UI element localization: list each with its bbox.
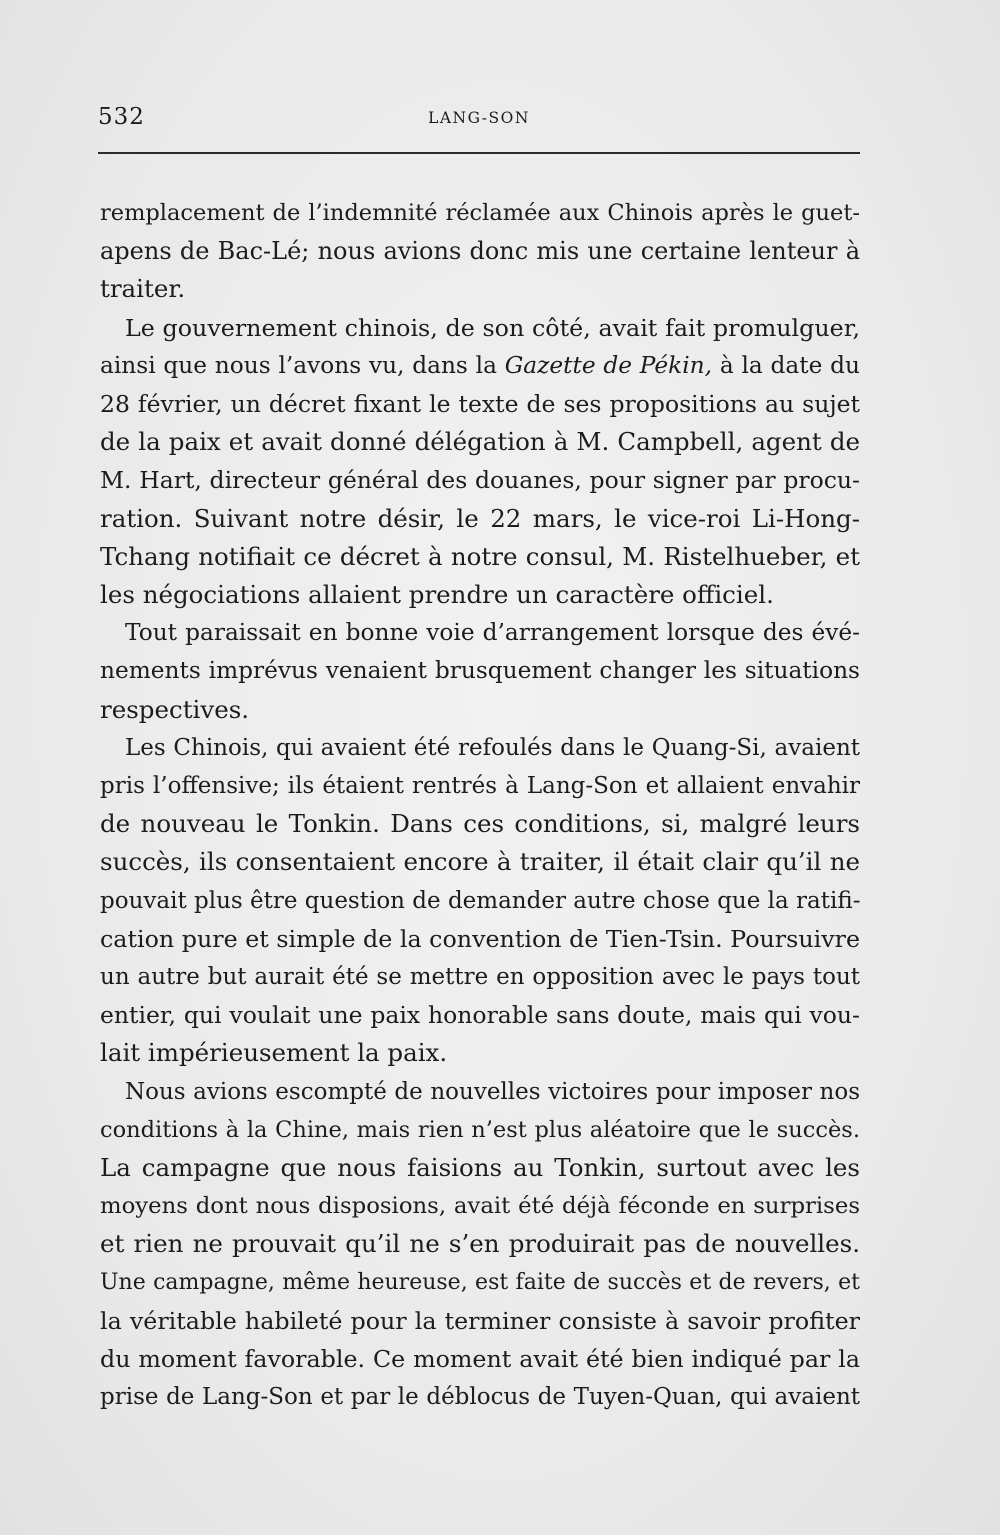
text-line: Le gouvernement chinois, de son côté, avait fait promulguer, — [125, 313, 860, 342]
text-line: ration. Suivant notre désir, le 22 mars, le vice-roi Li-Hong- — [100, 503, 860, 533]
text-line: conditions à la Chine, mais rien n’est plus aléatoire que le succès. — [100, 1116, 860, 1143]
text-line: de la paix et avait donné délégation à M. Campbell, agent de — [100, 427, 860, 457]
text-line: entier, qui voulait une paix honorable sans doute, mais qui vou- — [100, 1001, 860, 1030]
text-line: lait impérieusement la paix. — [100, 1038, 448, 1068]
text-line: un autre but aurait été se mettre en opposition avec le pays tout — [100, 964, 860, 991]
text-line: respectives. — [100, 694, 250, 724]
text-line: Les Chinois, qui avaient été refoulés dans le Quang-Si, avaient — [125, 734, 860, 761]
header-rule — [98, 152, 860, 154]
text-segment: à la date du — [712, 351, 860, 379]
text-line: moyens dont nous disposions, avait été déjà féconde en surprises — [100, 1193, 860, 1220]
text-line: Nous avions escompté de nouvelles victoires pour imposer nos — [125, 1078, 860, 1105]
text-line: Tchang notifiait ce décret à notre consul, M. Ristelhueber, et — [100, 541, 860, 571]
paragraph-2 — [100, 309, 860, 615]
text-line: apens de Bac-Lé; nous avions donc mis une certaine lenteur à — [100, 237, 860, 266]
text-line: pouvait plus être question de demander autre chose que la ratifi- — [100, 887, 861, 914]
text-line: Tout paraissait en bonne voie d’arrangement lorsque des évé- — [125, 619, 860, 647]
text-line: M. Hart, directeur général des douanes, pour signer par procu- — [100, 466, 860, 495]
text-line: de nouveau le Tonkin. Dans ces conditions, si, malgré leurs — [100, 809, 860, 839]
text-line: du moment favorable. Ce moment avait été bien indiqué par la — [100, 1345, 860, 1374]
italic-title: Gazette de Pékin, — [504, 351, 713, 379]
page-number: 532 — [98, 104, 145, 130]
paragraph-5 — [100, 1073, 860, 1417]
paragraph-3 — [100, 614, 860, 729]
running-head: LANG-SON — [428, 109, 530, 127]
text-line: pris l’offensive; ils étaient rentrés à Lang-Son et allaient envahir — [100, 773, 860, 800]
text-line: succès, ils consentaient encore à traiter, il était clair qu’il ne — [100, 847, 860, 877]
text-line: cation pure et simple de la convention de Tien-Tsin. Poursuivre — [100, 924, 861, 953]
text-line: 28 février, un décret fixant le texte de ses propositions au sujet — [100, 390, 860, 419]
text-line: les négociations allaient prendre un caractère officiel. — [100, 580, 774, 610]
text-line: traiter. — [100, 274, 186, 304]
text-line: nements imprévus venaient brusquement changer les situations — [100, 657, 860, 685]
text-segment: ainsi que nous l’avons vu, dans la — [100, 351, 505, 379]
text-line-with-italic — [100, 347, 860, 385]
text-line: prise de Lang-Son et par le déblocus de Tuyen-Quan, qui avaient — [100, 1384, 860, 1411]
text-line: la véritable habileté pour la terminer consiste à savoir profiter — [100, 1306, 860, 1335]
paragraph-1 — [100, 194, 860, 309]
paragraph-4 — [100, 729, 860, 1073]
body-text — [100, 194, 860, 1417]
text-line: Une campagne, même heureuse, est faite de succès et de revers, et — [100, 1269, 860, 1295]
text-line: remplacement de l’indemnité réclamée aux Chinois après le guet- — [100, 200, 860, 226]
text-line: La campagne que nous faisions au Tonkin, surtout avec les — [100, 1153, 860, 1183]
text-line: et rien ne prouvait qu’il ne s’en produirait pas de nouvelles. — [100, 1229, 860, 1259]
page-header — [98, 104, 860, 138]
